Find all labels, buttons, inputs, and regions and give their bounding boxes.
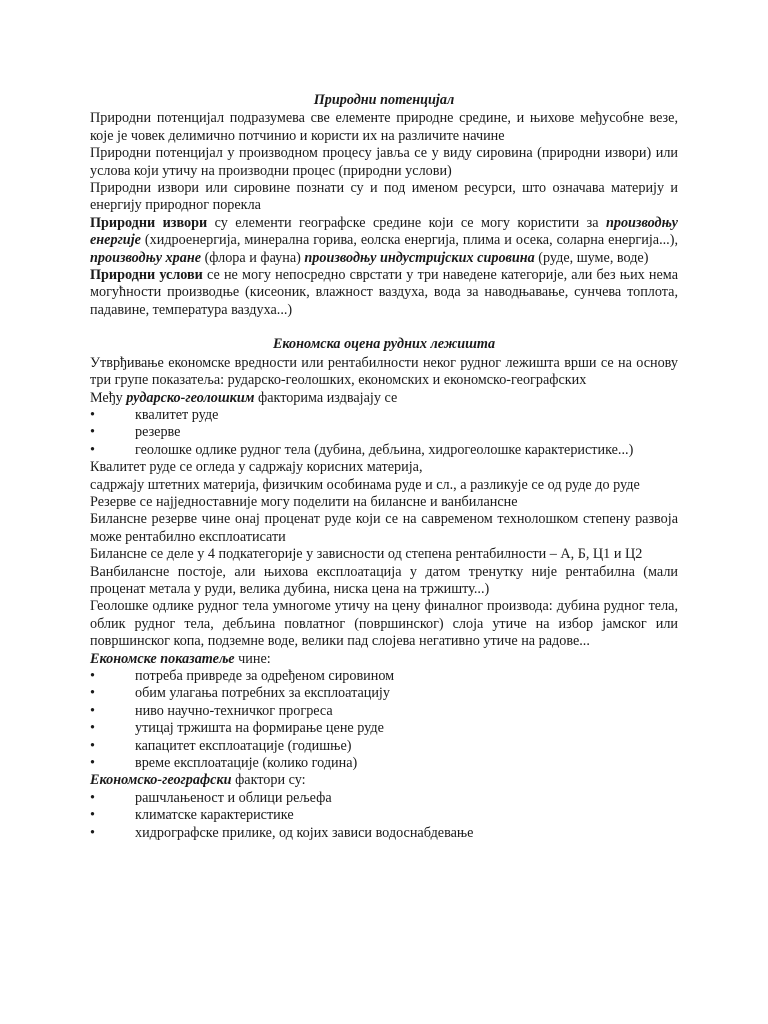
text-run: (флора и фауна): [201, 249, 305, 266]
bold-italic-term: рударско-геолошким: [126, 389, 255, 406]
paragraph: Природни потенцијал подразумева све елементе природне средине, и њихове међусобне везе, које је човек делимично потчинио и користи их на различите начине: [90, 110, 678, 144]
bullet-icon: •: [90, 424, 95, 441]
bullet-icon: •: [90, 668, 95, 684]
list-item: [90, 703, 678, 720]
paragraph: Природни извори или сировине познати су и под именом ресурси, што означава материју и енергију природног порекла: [90, 180, 678, 214]
list-item: [90, 720, 678, 737]
bold-italic-term: Економске показатеље: [90, 650, 235, 667]
bold-term: Природни извори: [90, 214, 208, 231]
paragraph-natural-conditions: [90, 267, 678, 319]
section-title-economic-assessment: Економска оцена рудних лежишта: [272, 336, 496, 353]
paragraph: Билансне се деле у 4 подкатегорије у зависности од степена рентабилности – А, Б, Ц1 и Ц2: [90, 546, 643, 563]
document-page: [90, 92, 678, 842]
text-run: се не могу непосредно сврстати у три наведене категорије, али без њих нема могућности производње (кисеоник, влажност ваздуха, вода за наводњавање, сунчева топлота, падавине, температура ваздуха...): [90, 267, 678, 318]
bullet-icon: •: [90, 737, 95, 754]
bullet-icon: •: [90, 720, 95, 737]
paragraph: [90, 772, 678, 789]
list-item-text: ниво научно-техничког прогреса: [135, 702, 333, 719]
bullet-list-geographic: [90, 790, 678, 842]
spacer: [90, 319, 678, 336]
list-item: [90, 685, 678, 702]
text-run: чине:: [234, 650, 271, 667]
paragraph: садржају штетних материја, физичким особинама руде и сл., а разликује се од руде до руде: [90, 476, 640, 493]
list-item: [90, 738, 678, 755]
list-item-text: резерве: [135, 424, 181, 441]
text-run: фактори су:: [231, 772, 306, 789]
list-item-text: време експлоатације (колико година): [135, 755, 358, 772]
paragraph: Утврђивање економске вредности или рентабилности неког рудног лежишта врши се на основу три групе показатеља: рударско-геолошких, економских и економско-географских: [90, 354, 678, 389]
paragraph: Квалитет руде се огледа у садржају корисних материја,: [90, 459, 423, 476]
list-item: [90, 668, 678, 685]
list-item-text: геолошке одлике рудног тела (дубина, дебљина, хидрогеолошке карактеристике...): [135, 441, 634, 458]
bold-italic-term: производњу хране: [90, 249, 202, 266]
bullet-icon: •: [90, 685, 95, 702]
text-run: су елементи географске средине који се могу користити за: [207, 214, 606, 231]
text-run: (хидроенергија, минерална горива, еолска енергија, плима и осека, соларна енергија...),: [140, 232, 678, 249]
paragraph: Билансне резерве чине онај проценат руде који се на савременом технолошком степену развоја може рентабилно експлоатисати: [90, 511, 678, 545]
text-run: (руде, шуме, воде): [534, 249, 649, 266]
section-title-natural-potential: Природни потенцијал: [313, 92, 455, 108]
list-item: [90, 825, 678, 842]
list-item-text: обим улагања потребних за експлоатацију: [135, 685, 390, 702]
list-item: [90, 807, 678, 824]
paragraph-natural-sources: [90, 215, 678, 267]
list-item: [90, 790, 678, 807]
text-run: Међу: [90, 389, 127, 406]
list-item: [90, 755, 678, 772]
list-item-text: климатске карактеристике: [135, 807, 294, 824]
bullet-icon: •: [90, 441, 95, 458]
list-item: [90, 407, 678, 424]
bullet-list-economic: [90, 668, 678, 772]
paragraph: Ванбилансне постоје, али њихова експлоатација у датом тренутку није рентабилна (мали проценат метала у руди, велика дубина, ниска цена на тржишту...): [90, 563, 678, 597]
bullet-list-geological: [90, 407, 678, 459]
list-item-text: хидрографске прилике, од којих зависи водоснабдевање: [135, 824, 474, 841]
bold-italic-term: производњу индустријских сировина: [304, 249, 535, 266]
bullet-icon: •: [90, 807, 95, 824]
paragraph: [90, 390, 678, 407]
paragraph: Геолошке одлике рудног тела умногоме утичу на цену финалног производа: дубина рудног тела, облик рудног тела, дебљина повлатног (површинског) слоја утиче на избор јамског или површинског копа, подземне воде, велики пад слојева негативно утиче на радове...: [90, 598, 678, 650]
bullet-icon: •: [90, 406, 95, 423]
bold-italic-term: производњу енергије: [90, 214, 678, 249]
paragraph: [90, 651, 678, 668]
bullet-icon: •: [90, 755, 95, 772]
list-item: [90, 424, 678, 441]
bullet-icon: •: [90, 702, 95, 719]
bullet-icon: •: [90, 824, 95, 841]
list-item-text: рашчлањеност и облици рељефа: [135, 789, 332, 806]
list-item-text: потреба привреде за одређеном сировином: [135, 668, 395, 684]
bullet-icon: •: [90, 789, 95, 806]
list-item-text: капацитет експлоатације (годишње): [135, 737, 352, 754]
bold-italic-term: Економско-географски: [90, 772, 232, 789]
paragraph: Природни потенцијал у производном процесу јавља се у виду сировина (природни извори) или услова који утичу на производни процес (природни услови): [90, 145, 678, 179]
bold-term: Природни услови: [90, 267, 203, 284]
list-item-text: утицај тржишта на формирање цене руде: [135, 720, 384, 737]
list-item-text: квалитет руде: [135, 406, 219, 423]
paragraph: Резерве се најједноставније могу поделити на билансне и ванбилансне: [90, 493, 518, 510]
list-item: [90, 442, 678, 459]
text-run: факторима издвајају се: [254, 389, 398, 406]
